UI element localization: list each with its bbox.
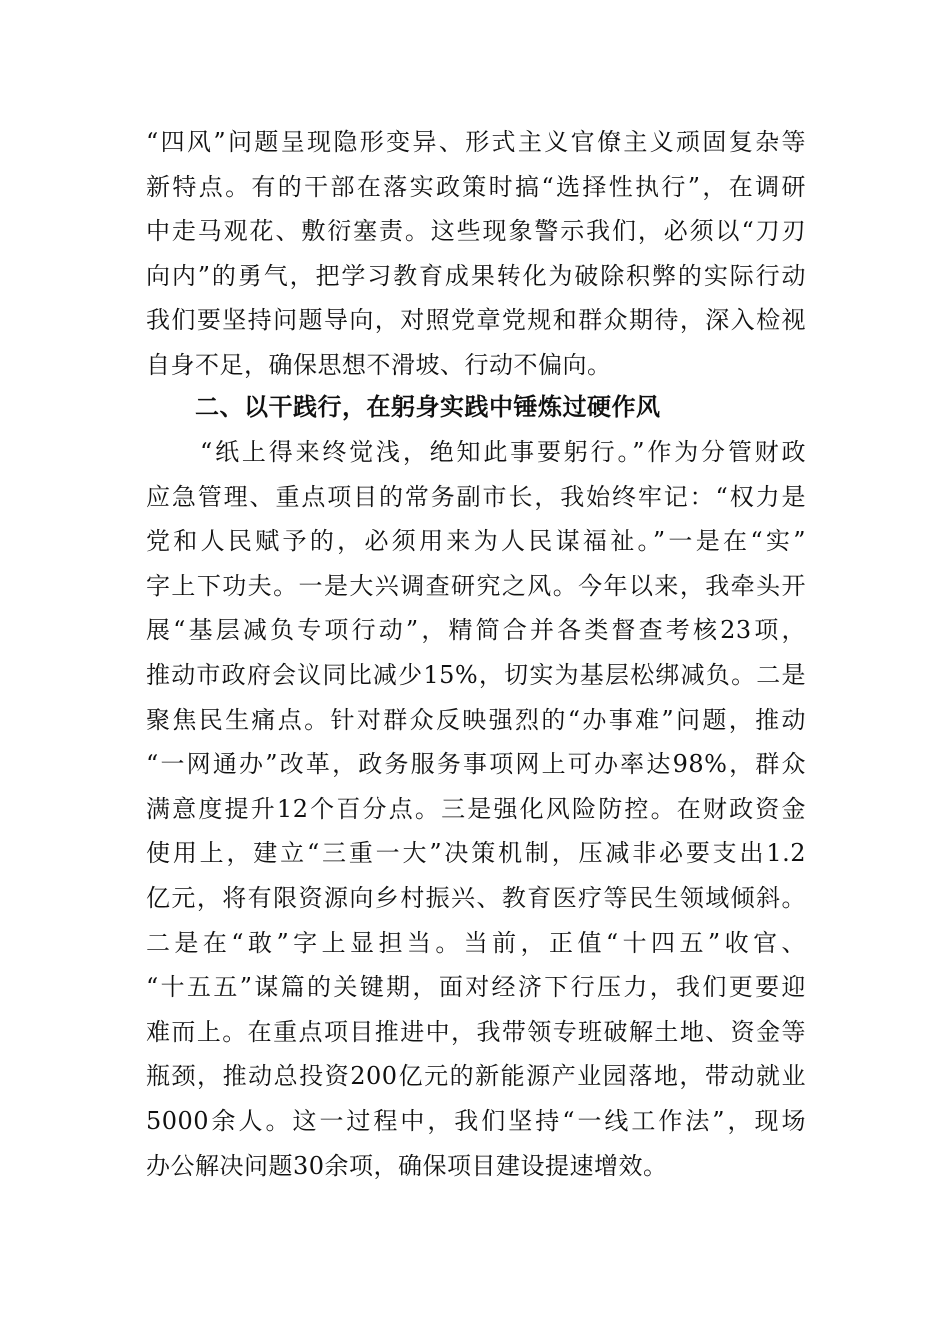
- paragraph-line: 新特点。有的干部在落实政策时搞“选择性执行”，在调研: [146, 172, 806, 201]
- paragraph-line: 自身不足，确保思想不滑坡、行动不偏向。: [146, 350, 612, 379]
- paragraph-line: 瓶颈，推动总投资200亿元的新能源产业园落地，带动就业: [146, 1062, 806, 1091]
- paragraph-line: 难而上。在重点项目推进中，我带领专班破解土地、资金等: [146, 1017, 806, 1046]
- paragraph-line: “十五五”谋篇的关键期，面对经济下行压力，我们更要迎: [146, 973, 806, 1002]
- paragraph-line: 向内”的勇气，把学习教育成果转化为破除积弊的实际行动: [146, 261, 806, 290]
- paragraph-line: “纸上得来终觉浅，绝知此事要躬行。”作为分管财政: [200, 438, 806, 466]
- paragraph-line: 聚焦民生痛点。针对群众反映强烈的“办事难”问题，推动: [146, 705, 806, 734]
- paragraph-line: “四风”问题呈现隐形变异、形式主义官僚主义顽固复杂等: [146, 128, 806, 156]
- paragraph-practice: [146, 430, 806, 1188]
- paragraph-line: 5000余人。这一过程中，我们坚持“一线工作法”，现场: [146, 1106, 806, 1135]
- paragraph-line: 应急管理、重点项目的常务副市长，我始终牢记：“权力是: [146, 482, 806, 511]
- paragraph-line: 中走马观花、敷衍塞责。这些现象警示我们，必须以“刀刃: [146, 217, 806, 246]
- paragraph-line: 亿元，将有限资源向乡村振兴、教育医疗等民生领域倾斜。: [146, 883, 806, 912]
- paragraph-line: 党和人民赋予的，必须用来为人民谋福祉。”一是在“实”: [146, 527, 806, 556]
- paragraph-line: 我们要坚持问题导向，对照党章党规和群众期待，深入检视: [146, 306, 806, 335]
- paragraph-line: 字上下功夫。一是大兴调查研究之风。今年以来，我牵头开: [146, 571, 806, 600]
- paragraph-line: 推动市政府会议同比减少15%，切实为基层松绑减负。二是: [146, 660, 806, 689]
- paragraph-line: 办公解决问题30余项，确保项目建设提速增效。: [146, 1151, 668, 1180]
- paragraph-line: 使用上，建立“三重一大”决策机制，压减非必要支出1.2: [146, 839, 806, 868]
- paragraph-line: 展“基层减负专项行动”，精简合并各类督查考核23项，: [146, 616, 806, 645]
- section-heading: 二、以干践行，在躬身实践中锤炼过硬作风: [195, 393, 661, 421]
- paragraph-line: “一网通办”改革，政务服务事项网上可办率达98%，群众: [146, 750, 806, 779]
- paragraph-line: 满意度提升12个百分点。三是强化风险防控。在财政资金: [146, 794, 806, 823]
- paragraph-line: 二是在“敢”字上显担当。当前，正值“十四五”收官、: [146, 928, 806, 957]
- paragraph-intro: [146, 120, 806, 388]
